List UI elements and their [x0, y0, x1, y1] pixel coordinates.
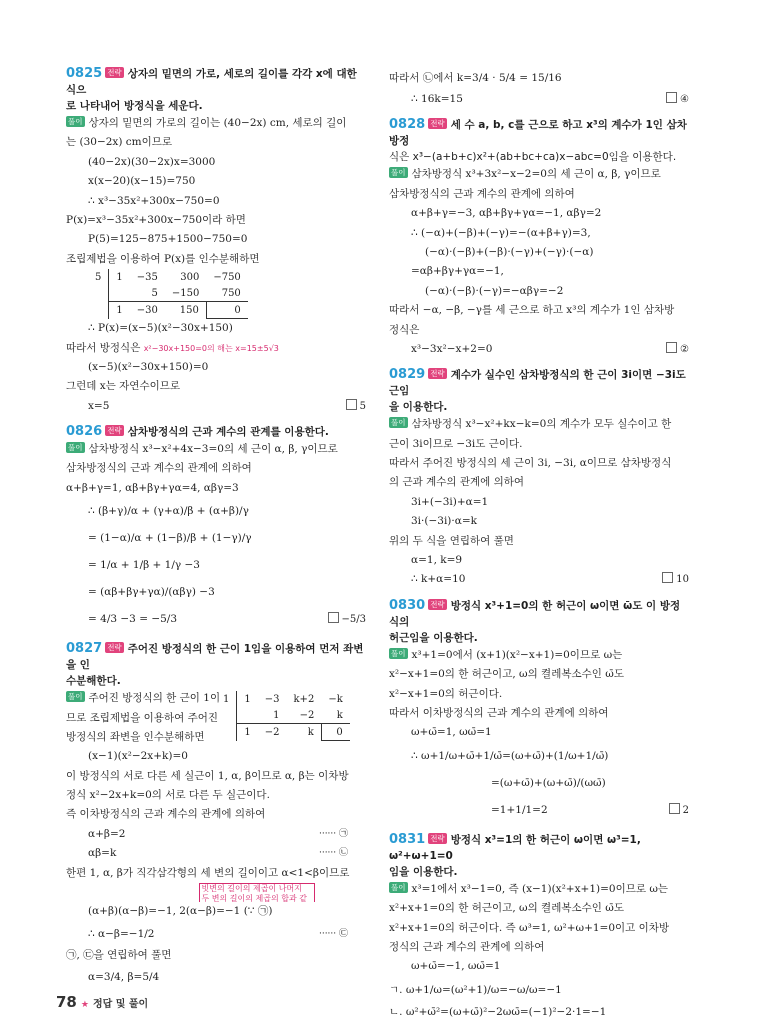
strategy-text: 을 이용한다.: [389, 401, 448, 414]
equation: ∴ ω+1/ω+ω̄+1/ω̄=(ω+ω̄)+(1/ω+1/ω̄): [411, 749, 609, 762]
problem-number: 0829: [389, 367, 426, 383]
table-cell: −30: [130, 302, 165, 319]
equation: =αβ+βγ+γα=−1,: [411, 265, 504, 278]
equation: (α+β)(α−β)=−1, 2(α−β)=−1 (∵ ㉠): [88, 905, 273, 918]
equation-mark: ······ ㉢: [318, 928, 348, 939]
equation: [66, 844, 366, 863]
solution-line: 방정식의 좌변을 인수분해하면: [66, 731, 205, 744]
strategy-tag: 전략: [107, 643, 122, 653]
equation: x(x−20)(x−15)=750: [88, 175, 196, 188]
problem-number: 0828: [389, 117, 426, 133]
solution-tag: 풀이: [391, 168, 406, 178]
text: 삼차방정식 x³+3x²−x−2=0의 세 근이 α, β, γ이므로: [411, 168, 661, 181]
solution-tag: 풀이: [391, 882, 406, 892]
strategy-text: 임을 이용한다.: [389, 865, 458, 878]
equation: ω+ω̄=−1, ωω̄=1: [411, 960, 501, 973]
page-number: 78: [56, 993, 77, 1011]
table-cell: 150: [165, 302, 206, 319]
text: 삼차방정식 x³−x²+kx−k=0의 계수가 모두 실수이고 한: [411, 418, 672, 431]
solution-line: 는 (30−2x) cm이므로: [66, 136, 173, 149]
answer: [666, 340, 689, 359]
equation: ㄱ. ω+1/ω=(ω²+1)/ω=−ω/ω=−1: [389, 983, 562, 996]
answer-value: ④: [680, 94, 689, 105]
equation: ∴ (−α)+(−β)+(−γ)=−(α+β+γ)=3,: [411, 226, 591, 239]
table-cell: 300: [180, 271, 200, 283]
table-row: [216, 691, 350, 707]
equation: [66, 825, 366, 844]
table-cell: 1: [109, 302, 130, 319]
solution-line: 삼차방정식의 근과 계수의 관계에 의하여: [66, 462, 252, 475]
star-icon: ★: [80, 1000, 89, 1010]
table-cell: 0: [206, 302, 247, 319]
strategy-text: 수분해한다.: [66, 675, 121, 688]
solution-line: [66, 440, 366, 459]
text: x³=1에서 x³−1=0, 즉 (x−1)(x²+x+1)=0이므로 ω는: [411, 882, 669, 895]
strategy-text: 세 수 a, b, c를 근으로 하고 x³의 계수가 1인 삼차방정: [389, 119, 687, 148]
equation: =(ω+ω̄)+(ω+ω̄)/(ωω̄): [491, 776, 606, 789]
synthetic-division-table: [88, 269, 248, 319]
strategy-text: 주어진 방정식의 한 근이 1임을 이용하여 먼저 좌변을 인: [66, 643, 364, 672]
solution-line: [389, 880, 689, 899]
table-cell: −2: [258, 724, 287, 741]
table-cell: −2: [299, 709, 315, 721]
answer-icon: [669, 803, 680, 814]
solution-line: 이 방정식의 서로 다른 세 실근이 1, α, β이므로 α, β는 이차방: [66, 769, 349, 782]
equation: ∴ (β+γ)/α + (γ+α)/β + (α+β)/γ: [88, 505, 249, 518]
table-cell: 5: [151, 287, 158, 299]
strategy-text: 삼차방정식의 근과 계수의 관계를 이용한다.: [127, 426, 329, 439]
solution-tag: 풀이: [68, 692, 83, 702]
equation: (−α)·(−β)·(−γ)=−αβγ=−2: [425, 284, 564, 297]
strategy-tag: 전략: [430, 833, 445, 843]
solution-line: 므로 조립제법을 이용하여 주어진: [66, 711, 219, 724]
table-cell: 1: [109, 269, 130, 285]
equation: 3i+(−3i)+α=1: [411, 495, 489, 508]
text: α+β=2: [88, 827, 126, 840]
solution-line: 삼차방정식의 근과 계수의 관계에 의하여: [389, 187, 575, 200]
solution-line: 근이 3i이므로 −3i도 근이다.: [389, 437, 523, 450]
solution-line: 그런데 x는 자연수이므로: [66, 380, 181, 393]
text: 삼차방정식 x³−x²+4x−3=0의 세 근이 α, β, γ이므로: [88, 443, 338, 456]
equation: ㄴ. ω²+ω̄²=(ω+ω̄)²−2ωω̄=(−1)²−2·1=−1: [389, 1005, 607, 1018]
solution-line: 한편 1, α, β가 직각삼각형의 세 변의 길이이고 α<1<β이므로: [66, 866, 350, 879]
problem-number: 0826: [66, 424, 103, 440]
strategy-text: 방정식 x³=1의 한 허근이 ω이면 ω³=1, ω²+ω+1=0: [389, 833, 641, 862]
equation: P(5)=125−875+1500−750=0: [88, 233, 248, 246]
problem-0827: [66, 641, 366, 689]
answer: [666, 90, 689, 109]
equation: [66, 397, 366, 416]
problem-0831: [389, 832, 689, 880]
answer-icon: [328, 612, 339, 623]
text: αβ=k: [88, 847, 117, 860]
solution-tag: 풀이: [68, 117, 83, 126]
equation: (40−2x)(30−2x)x=3000: [88, 155, 216, 168]
problem-0829: [389, 367, 689, 415]
page-footer: [56, 992, 148, 1011]
problem-number: 0827: [66, 641, 103, 657]
solution-tag: 풀이: [68, 443, 83, 453]
equation: 3i·(−3i)·α=k: [411, 515, 477, 528]
text: = 4/3 −3 = −5/3: [88, 613, 178, 626]
table-cell: −35: [136, 271, 158, 283]
solution-line: [389, 646, 689, 665]
solution-line: ㉠, ㉢을 연립하여 풀면: [66, 948, 172, 961]
problem-0828: [389, 117, 689, 165]
table-cell: 1: [273, 709, 280, 721]
equation: α+β+γ=−3, αβ+βγ+γα=−1, αβγ=2: [411, 207, 602, 220]
table-cell: 1: [237, 724, 258, 741]
table-cell: [216, 724, 237, 741]
strategy-text: 허근임을 이용한다.: [389, 631, 478, 644]
solution-line: [66, 114, 366, 133]
table-row: [88, 285, 248, 302]
table-cell: −750: [213, 271, 241, 283]
text: 상자의 밑면의 가로의 길이는 (40−2x) cm, 세로의 길이: [88, 117, 347, 129]
equation-mark: ······ ㉡: [318, 848, 348, 859]
table-cell: 5: [95, 271, 102, 283]
strategy-text: 계수가 실수인 삼차방정식의 한 근이 3i이면 −3i도 근임: [389, 369, 686, 398]
answer-icon: [346, 399, 357, 410]
equation: [389, 90, 689, 109]
left-column: [66, 66, 366, 989]
answer-value: ②: [680, 343, 689, 355]
equation: α=1, k=9: [411, 554, 463, 567]
table-cell: [88, 302, 109, 319]
solution-line: 정식은: [389, 323, 420, 336]
solution-line: [66, 339, 366, 358]
equation: = (1−α)/α + (1−β)/β + (1−γ)/γ: [88, 532, 252, 545]
problem-number: 0825: [66, 66, 103, 81]
solution-line: x²−x+1=0의 허근이다.: [389, 687, 503, 700]
equation: [66, 883, 366, 902]
table-cell: [109, 285, 130, 302]
equation: (−α)·(−β)+(−β)·(−γ)+(−γ)·(−α): [425, 245, 594, 258]
strategy-tag: 전략: [107, 426, 122, 436]
strategy-tag: 전략: [430, 369, 445, 379]
text: 주어진 방정식의 한 근이 1이: [88, 692, 221, 705]
text: 따라서 방정식은: [66, 341, 141, 354]
answer-value: −5/3: [341, 614, 366, 626]
solution-line: 즉 이차방정식의 근과 계수의 관계에 의하여: [66, 808, 266, 821]
answer-icon: [666, 342, 677, 353]
table-row: [216, 724, 350, 741]
text: x³+1=0에서 (x+1)(x²−x+1)=0이므로 ω는: [411, 648, 623, 661]
problem-0826: [66, 424, 366, 440]
equation: = 1/α + 1/β + 1/γ −3: [88, 559, 200, 572]
right-column: [389, 66, 689, 1022]
strategy-text: 상자의 밑면의 가로, 세로의 길이를 각각 x에 대한 식으: [66, 68, 357, 96]
synthetic-division-block: [66, 689, 366, 747]
answer-icon: [666, 92, 677, 103]
solution-tag: 풀이: [391, 418, 406, 428]
solution-line: 따라서 이차방정식의 근과 계수의 관계에 의하여: [389, 706, 609, 719]
equation: α=3/4, β=5/4: [88, 971, 160, 984]
strategy-text: 식은 x³−(a+b+c)x²+(ab+bc+ca)x−abc=0임을 이용한다.: [389, 151, 677, 164]
equation: ∴ P(x)=(x−5)(x²−30x+150): [88, 322, 233, 335]
table-cell: 1: [223, 693, 230, 705]
answer-value: 10: [676, 574, 689, 586]
text: ∴ 16k=15: [411, 93, 463, 105]
table-cell: [237, 707, 258, 724]
equation: = (αβ+βγ+γα)/(αβγ) −3: [88, 586, 215, 599]
problem-number: 0830: [389, 597, 426, 613]
equation: P(x)=x³−35x²+300x−750이라 하면: [66, 213, 246, 226]
table-row: [88, 302, 248, 319]
solution-line: 정식의 근과 계수의 관계에 의하여: [389, 940, 545, 953]
equation: α+β+γ=1, αβ+βγ+γα=4, αβγ=3: [66, 481, 239, 494]
table-cell: 1: [237, 691, 258, 707]
text: ∴ α−β=−1/2: [88, 927, 155, 940]
table-cell: [216, 707, 237, 724]
solution-tag: 풀이: [391, 648, 406, 658]
table-cell: −k: [328, 693, 343, 705]
solution-line: 따라서 주어진 방정식의 세 근이 3i, −3i, α이므로 삼차방정식: [389, 457, 672, 470]
equation: (x−5)(x²−30x+150)=0: [88, 360, 209, 373]
equation: [66, 922, 366, 946]
table-cell: k: [336, 709, 343, 721]
side-note: 빗변의 길이의 제곱이 나머지 두 변의 길이의 제곱의 합과 같: [199, 883, 315, 902]
problem-number: 0831: [389, 831, 426, 847]
solution-line: [389, 165, 689, 184]
solution-line: 위의 두 식을 연립하여 풀면: [389, 534, 514, 547]
strategy-tag: 전략: [430, 119, 445, 129]
equation: (x−1)(x²−2x+k)=0: [88, 750, 188, 763]
equation: [389, 797, 689, 824]
equation: [66, 606, 366, 633]
text: x³−3x²−x+2=0: [411, 342, 493, 355]
text: ∴ k+α=10: [411, 573, 466, 586]
solution-line: x²+x+1=0의 허근이다. 즉 ω³=1, ω²+ω+1=0이고 이차방: [389, 921, 670, 934]
table-row: [88, 269, 248, 285]
strategy-text: 로 나타내어 방정식을 세운다.: [66, 100, 203, 112]
side-note: x²−30x+150=0의 해는 x=15±5√3: [143, 343, 279, 353]
table-cell: k+2: [293, 693, 315, 705]
solution-line: 정식 x²−2x+k=0의 서로 다른 두 실근이다.: [66, 789, 270, 802]
table-cell: [88, 285, 109, 302]
equation-mark: ······ ㉠: [318, 828, 348, 839]
answer-icon: [662, 572, 673, 583]
answer-value: 5: [359, 400, 366, 412]
equation: [389, 340, 689, 359]
synthetic-division-table: [216, 691, 350, 741]
equation: [389, 570, 689, 589]
solution-line: x²+x+1=0의 한 허근이고, ω의 켤레복소수인 ω̄도: [389, 902, 624, 915]
solution-line: 따라서 ㉡에서 k=3/4 · 5/4 = 15/16: [389, 72, 562, 84]
footer-label: 정답 및 풀이: [92, 999, 149, 1010]
table-row: [216, 707, 350, 724]
solution-line: 의 근과 계수의 관계에 의하여: [389, 476, 525, 489]
solution-line: 따라서 −α, −β, −γ를 세 근으로 하고 x³의 계수가 1인 삼차방: [389, 304, 675, 317]
solution-line: x²−x+1=0의 한 허근이고, ω의 켤레복소수인 ω̄도: [389, 668, 624, 681]
answer: [662, 570, 689, 589]
table-cell: −3: [264, 693, 280, 705]
table-cell: k: [287, 724, 322, 741]
answer: [328, 606, 366, 633]
solution-line: [389, 415, 689, 434]
text: x=5: [88, 399, 110, 412]
text: =1+1/1=2: [491, 803, 548, 816]
solution-line: 조립제법을 이용하여 P(x)를 인수분해하면: [66, 252, 260, 265]
strategy-tag: 전략: [430, 599, 445, 609]
problem-0825: [66, 66, 366, 114]
equation: ∴ x³−35x²+300x−750=0: [88, 194, 220, 207]
table-cell: 750: [221, 287, 241, 299]
table-cell: 0: [321, 724, 349, 741]
answer: [669, 797, 689, 824]
strategy-tag: 전략: [107, 68, 122, 77]
equation: ω+ω̄=1, ωω̄=1: [411, 726, 492, 739]
problem-0830: [389, 598, 689, 646]
answer-value: 2: [682, 804, 689, 816]
strategy-text: 방정식 x³+1=0의 한 허근이 ω이면 ω̄도 이 방정식의: [389, 599, 681, 628]
answer: [346, 397, 366, 416]
table-cell: −150: [171, 287, 200, 299]
